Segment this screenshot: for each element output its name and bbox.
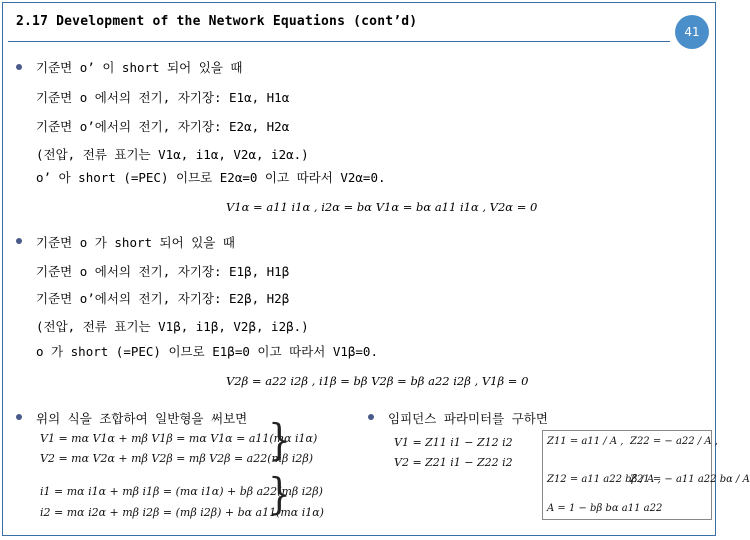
alpha-line-1: 기준면 o 에서의 전기, 자기장: E1α, H1α [36,90,290,105]
bullet-icon [16,238,22,244]
bullet-icon [16,414,22,420]
bullet-icon [16,64,22,70]
page-number-badge: 41 [675,15,709,49]
impedance-eq-2: V2 = Z21 i1 − Z22 i2 [394,456,513,469]
alpha-line-3: (전압, 전류 표기는 V1α, i1α, V2α, i2α.) [36,147,309,162]
general-eq-3: i1 = mα i1α + mβ i1β = (mα i1α) + bβ a22(mβ i2β) [40,485,323,498]
beta-line-1: 기준면 o 에서의 전기, 자기장: E1β, H1β [36,264,290,279]
impedance-heading: 임피던스 파라미터를 구하면 [388,411,548,426]
z21-formula: Z21 = − a11 a22 bα / A [630,474,750,485]
general-heading: 위의 식을 조합하여 일반형을 써보면 [36,411,248,426]
alpha-line-2: 기준면 o’에서의 전기, 자기장: E2α, H2α [36,119,290,134]
z11-formula: Z11 = a11 / A , [547,436,624,447]
beta-line-2: 기준면 o’에서의 전기, 자기장: E2β, H2β [36,291,290,306]
z12-formula: Z12 = a11 a22 bβ / A , [547,474,661,485]
alpha-line-4: o’ 아 short (=PEC) 이므로 E2α=0 이고 따라서 V2α=0. [36,170,386,185]
general-eq-1: V1 = mα V1α + mβ V1β = mα V1α = a11(mα i1α) [40,432,318,445]
a-definition: A = 1 − bβ bα a11 a22 [547,503,663,514]
beta-heading: 기준면 o 가 short 되어 있을 때 [36,235,235,250]
general-eq-2: V2 = mα V2α + mβ V2β = mβ V2β = a22(mβ i2β) [40,452,313,465]
alpha-heading: 기준면 o’ 이 short 되어 있을 때 [36,60,243,75]
z22-formula: Z22 = − a22 / A , [630,436,718,447]
title-divider [8,41,670,42]
impedance-eq-1: V1 = Z11 i1 − Z12 i2 [394,436,513,449]
slide-title: 2.17 Development of the Network Equations (cont’d) [16,14,418,29]
brace-symbol: } [268,469,291,520]
general-eq-4: i2 = mα i2α + mβ i2β = (mβ i2β) + bα a11(mα i1α) [40,506,324,519]
beta-line-4: o 가 short (=PEC) 이므로 E1β=0 이고 따라서 V1β=0. [36,344,378,359]
alpha-equation: V1α = a11 i1α , i2α = bα V1α = bα a11 i1α , V2α = 0 [226,200,538,214]
beta-line-3: (전압, 전류 표기는 V1β, i1β, V2β, i2β.) [36,319,309,334]
bullet-icon [368,414,374,420]
brace-symbol: } [268,415,291,466]
beta-equation: V2β = a22 i2β , i1β = bβ V2β = bβ a22 i2β , V1β = 0 [226,374,529,388]
